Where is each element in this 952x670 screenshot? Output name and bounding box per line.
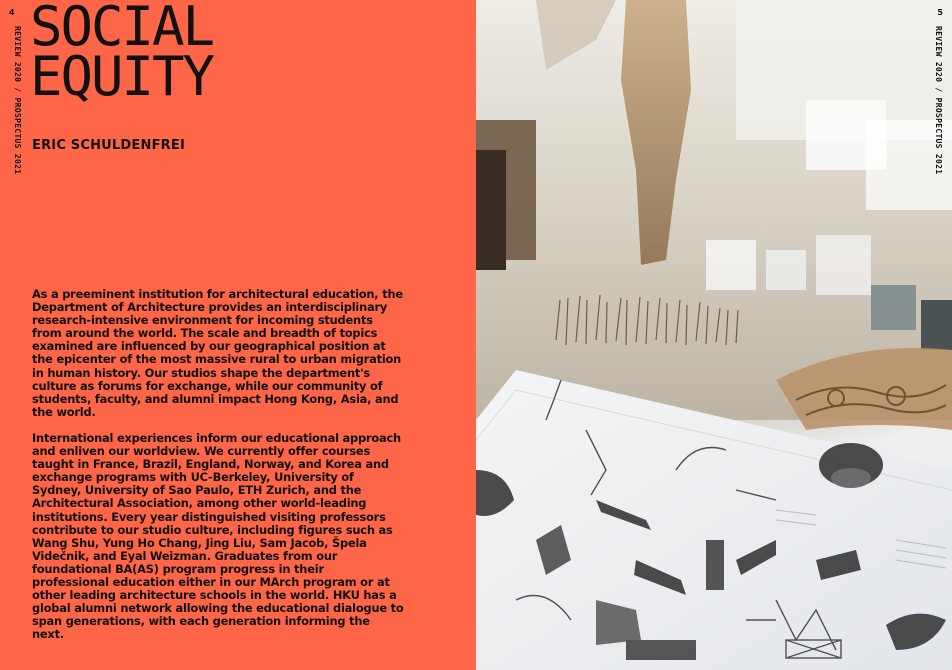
article-body bbox=[32, 288, 404, 654]
running-header-left: REVIEW 2020 / PROSPECTUS 2021 bbox=[13, 26, 22, 175]
architectural-models-photo bbox=[476, 0, 952, 670]
right-page bbox=[476, 0, 952, 670]
page-number-right: 5 bbox=[937, 8, 943, 17]
running-header-right: REVIEW 2020 / PROSPECTUS 2021 bbox=[934, 26, 943, 175]
title-line-2: EQUITY bbox=[30, 45, 214, 108]
paragraph-2: International experiences inform our educational approach and enliven our worldview. We currently offer courses taught in France, Brazil, England, Norway, and Korea and exchange programs with UC-Berkeley, University of Sydney, University of Sao Paulo, ETH Zurich, and the Architectural Association, among other world-leading institutions. Every year distinguished visiting professors contribute to our studio culture, including figures such as Wang Shu, Yung Ho Chang, Jing Liu, Sam Jacob, Špela Videčnik, and Eyal Weizman. Graduates from our foundational BA(AS) program progress in their professional education either in our MArch program or at other leading architecture schools in the world. HKU has a global alumni network allowing the educational dialogue to span generations, with each generation informing the next. bbox=[32, 430, 404, 642]
title-line-1: SOCIAL bbox=[30, 0, 214, 58]
paragraph-1: As a preeminent institution for architectural education, the Department of Architecture provides an interdisciplinary research-intensive environment for incoming students from around the world. The scale and breadth of topics examined are influenced by our geographical position at the epicenter of the most massive rural to urban migration in human history. Our studios shape the department's culture as forums for exchange, while our community of students, faculty, and alumni impact Hong Kong, Asia, and the world. bbox=[32, 287, 403, 419]
page-number-left: 4 bbox=[9, 8, 15, 17]
author-name: ERIC SCHULDENFREI bbox=[32, 138, 185, 153]
page-title bbox=[30, 0, 214, 108]
